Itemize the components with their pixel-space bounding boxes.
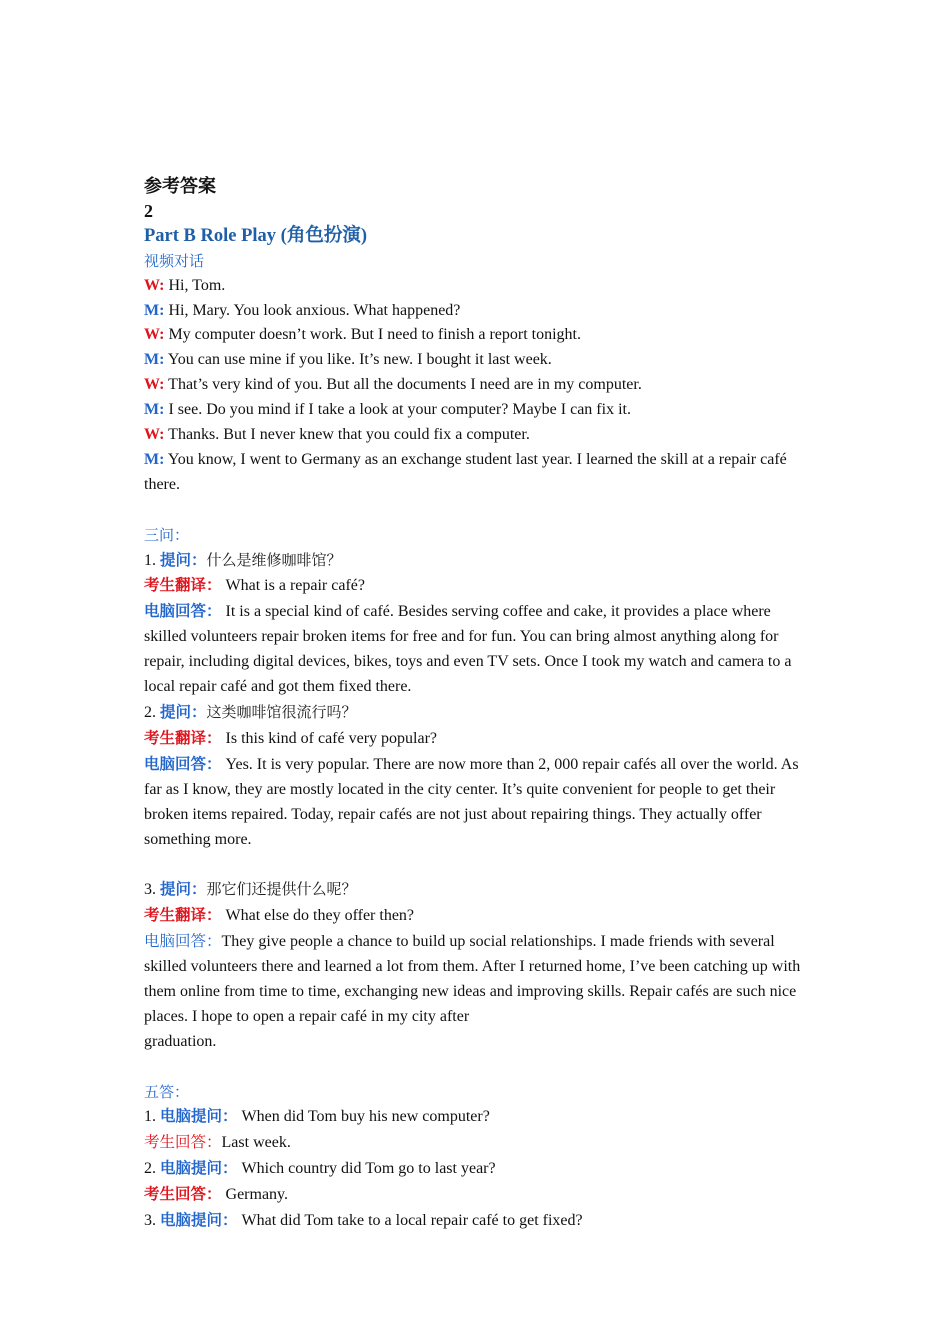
answer-text: Last week. <box>221 1134 291 1152</box>
speaker-label: M: <box>144 351 165 369</box>
question-number: 3. <box>144 881 160 899</box>
speaker-label: W: <box>144 426 165 444</box>
question-text: 什么是维修咖啡馆？ <box>206 550 342 569</box>
answer-line <box>144 1130 809 1156</box>
answer-text: Yes. It is very popular. There are now more than 2, 000 repair cafés all over the world. As far as I know, they are mostly located in the city center. It’s quite convenient for people to get their broken items repaired. Today, repair cafés are not just about repairing things. They actually offer something more. <box>144 755 799 848</box>
translation-text: What else do they offer then? <box>221 907 415 925</box>
dialogue-text: Hi, Tom. <box>164 276 226 294</box>
three-questions <box>144 523 809 1055</box>
five-answers-heading: 五答： <box>144 1082 190 1101</box>
question-line <box>144 700 809 726</box>
answer-text: Germany. <box>221 1186 289 1204</box>
dialogue-line <box>144 373 809 398</box>
page-heading: 参考答案 <box>144 176 216 196</box>
dialogue-text: Thanks. But I never knew that you could fix a computer. <box>164 426 530 444</box>
dialogue-text: Hi, Mary. You look anxious. What happened? <box>164 301 461 319</box>
translation-label: 考生翻译： <box>144 728 222 747</box>
speaker-label: M: <box>144 301 165 319</box>
translation-line <box>144 573 809 599</box>
dialogue-line <box>144 299 809 324</box>
part-title: Part B Role Play (角色扮演) <box>144 225 367 246</box>
question-label: 提问： <box>160 703 207 722</box>
question-text: 这类咖啡馆很流行吗？ <box>206 703 357 722</box>
answer-label: 电脑回答： <box>144 932 222 951</box>
question-line <box>144 548 809 574</box>
speaker-label: W: <box>144 326 165 344</box>
dialogue-line <box>144 398 809 423</box>
answer-line <box>144 1182 809 1208</box>
dialogue-text: You can use mine if you like. It’s new. I bought it last week. <box>164 351 552 369</box>
question-text: When did Tom buy his new computer? <box>237 1108 490 1126</box>
answer-label: 考生回答： <box>144 1133 222 1152</box>
speaker-label: W: <box>144 376 165 394</box>
question-number: 1. <box>144 1108 160 1126</box>
question-text: Which country did Tom go to last year? <box>237 1160 496 1178</box>
spacer <box>144 1055 809 1080</box>
answer-label: 电脑回答： <box>144 602 222 621</box>
question-text: 那它们还提供什么呢？ <box>206 880 357 899</box>
dialogue-text: I see. Do you mind if I take a look at your computer? Maybe I can fix it. <box>164 401 631 419</box>
five-answers <box>144 1080 809 1234</box>
dialogue-line <box>144 448 809 498</box>
dialogue-line <box>144 274 809 299</box>
question-line <box>144 1104 809 1130</box>
answer-text: It is a special kind of café. Besides serving coffee and cake, it provides a place where skilled volunteers repair broken items for free and for fun. You can bring almost anything along for repair, including digital devices, bikes, toys and even TV sets. Once I took my watch and camera to a local repair café and got them fixed there. <box>144 603 792 696</box>
answer-paragraph <box>144 599 809 700</box>
dialogue-heading: 视频对话 <box>144 251 205 270</box>
three-questions-heading: 三问： <box>144 525 190 544</box>
question-number: 2. <box>144 1160 160 1178</box>
dialogue-line <box>144 423 809 448</box>
dialogue-text: That’s very kind of you. But all the documents I need are in my computer. <box>164 376 642 394</box>
question-line <box>144 1156 809 1182</box>
answer-label: 电脑回答： <box>144 754 222 773</box>
question-label: 电脑提问： <box>160 1159 238 1178</box>
answer-paragraph <box>144 752 809 853</box>
question-number: 3. <box>144 1212 160 1230</box>
question-number: 1. <box>144 551 160 569</box>
translation-text: Is this kind of café very popular? <box>221 729 437 747</box>
spacer <box>144 498 809 523</box>
translation-line <box>144 903 809 929</box>
question-text: What did Tom take to a local repair café to get fixed? <box>237 1212 583 1230</box>
translation-text: What is a repair café? <box>221 577 365 595</box>
translation-label: 考生翻译： <box>144 576 222 595</box>
dialogue-line <box>144 323 809 348</box>
dialogue-line <box>144 348 809 373</box>
answer-paragraph <box>144 929 809 1030</box>
answer-continuation: graduation. <box>144 1032 217 1050</box>
question-label: 提问： <box>160 880 207 899</box>
dialogue-text: My computer doesn’t work. But I need to finish a report tonight. <box>164 326 581 344</box>
answer-label: 考生回答： <box>144 1185 222 1204</box>
question-line <box>144 1208 809 1234</box>
question-number: 2. <box>144 704 160 722</box>
document-page <box>144 174 809 1234</box>
speaker-label: W: <box>144 276 165 294</box>
speaker-label: M: <box>144 450 165 468</box>
section-number: 2 <box>144 200 153 221</box>
answer-text: They give people a chance to build up social relationships. I made friends with several skilled volunteers there and learned a lot from them. After I returned home, I’ve been catching up with them online from time to time, exchanging new ideas and improving skills. Repair cafés are such nice places. I hope to open a repair café in my city after <box>144 933 801 1025</box>
question-label: 电脑提问： <box>160 1107 238 1126</box>
dialogue <box>144 274 809 498</box>
translation-line <box>144 726 809 752</box>
question-label: 电脑提问： <box>160 1211 238 1230</box>
spacer <box>144 852 809 877</box>
translation-label: 考生翻译： <box>144 906 222 925</box>
question-line <box>144 877 809 903</box>
question-label: 提问： <box>160 550 207 569</box>
speaker-label: M: <box>144 401 165 419</box>
dialogue-text: You know, I went to Germany as an exchange student last year. I learned the skill at a repair café there. <box>144 450 787 493</box>
